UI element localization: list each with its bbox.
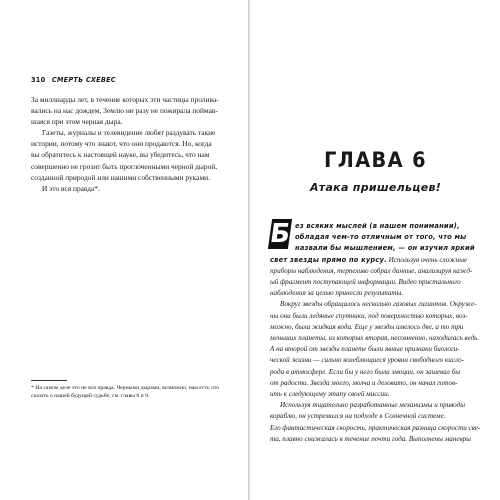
text-line: Вокруг звезды обращалось несколько газовых гигантов. Окруже- — [280, 300, 477, 309]
running-head-title: СМЕРТЬ СХЕВЕС — [51, 76, 116, 84]
text-line: совершенно не грозит быть проглоченными черной дырой, — [31, 161, 218, 171]
text-line: наблюдения за целью принесли результаты. — [270, 289, 404, 298]
right-page — [251, 0, 500, 500]
text-line: вы обратитесь к настоящей науке, вы убедитесь, что нам — [31, 150, 210, 160]
text-line: созданной природой или нашими собственными руками. — [31, 172, 210, 182]
lead-tail-text: Используя очень сложные — [386, 255, 468, 264]
chapter-number: ГЛАВА 6 — [324, 148, 427, 172]
text-line: шаяся при этом черная дыра. — [31, 117, 123, 127]
drop-cap: Б — [267, 219, 293, 249]
text-line: За миллиарды лет, в течение которых эти частицы пролива- — [31, 95, 219, 104]
text-line: ческой жизни — сильно колеблющиеся уровни свободного кисло- — [270, 356, 465, 365]
text-line: от радости. Звезда моего, молча и деловито, он начал готов- — [270, 378, 458, 387]
text-line: приборы наблюдения, терпеливо собрал данные, анализируя кажд- — [270, 266, 473, 275]
text-line: А на второй от звезды планете были явные признаки биологи- — [270, 345, 460, 354]
footnote-line: сказать о нашей будущей судьбе; см. главы 8 и 9. — [31, 393, 150, 399]
lead-line-text: свет звезды прямо по курсу. — [270, 255, 387, 264]
footnote — [31, 384, 231, 400]
lead-line: ез всяких мыслей (в нашем понимании), — [295, 222, 460, 230]
text-line: Его фантастическая скорость, практическая разница скорости све- — [270, 423, 481, 432]
text-line: Газеты, журналы и телевидение любят раздувать такие — [42, 128, 216, 138]
text-line: Используя тщательно разработанные механизмы и приводы — [280, 401, 466, 410]
lead-line — [270, 243, 484, 254]
footnote-line: * На самом деле это не вся правда. Черными дырами, возможно, нам есть что — [31, 385, 220, 391]
text-line: И это вся правда*. — [42, 183, 100, 193]
running-header — [31, 76, 116, 84]
text-line: вались на нас дождем, Землю ни разу не пожирала поймав- — [31, 106, 218, 116]
text-line — [270, 255, 484, 266]
text-line: ый фрагмент поступающей информации. Видео пристального — [270, 278, 461, 287]
left-page — [0, 0, 249, 500]
paragraph — [31, 183, 229, 194]
text-line: рода в атмосфере. Если бы у него были эмоции, он зашевал бы — [270, 367, 460, 376]
text-line: ить к следующему этапу своей миссии. — [270, 390, 390, 399]
text-line: меньших планеты, из которых вторая, несомненно, находилась ведь. — [270, 334, 480, 343]
text-line: истории, потому что знают, что они продаются. Но, когда — [31, 139, 212, 149]
text-line: кораблю, он устремился на подходе к Солнечной системе. — [270, 412, 446, 421]
paragraph — [31, 127, 229, 138]
footnote-divider — [31, 380, 67, 381]
paragraph — [31, 94, 229, 127]
text-line: та, плавно снижалась в течение почти года. Выполнены маневры — [270, 434, 471, 443]
right-body-text — [267, 219, 484, 445]
left-body-text — [31, 94, 229, 194]
text-line: ны они были ледяные спутники, под поверхностью которых, воз- — [270, 311, 468, 320]
lead-line: обладая чем-то отличным от того, что мы — [295, 233, 467, 242]
text-line: можно, была жидкая вода. Еще у звезды имелось две, а то три — [270, 322, 464, 331]
lead-line-text: назвали бы мышлением, — он изучил яркий — [295, 244, 475, 253]
paragraph — [31, 138, 229, 182]
page-number: 310 — [31, 76, 46, 84]
chapter-title: Атака пришельцев! — [309, 181, 442, 194]
